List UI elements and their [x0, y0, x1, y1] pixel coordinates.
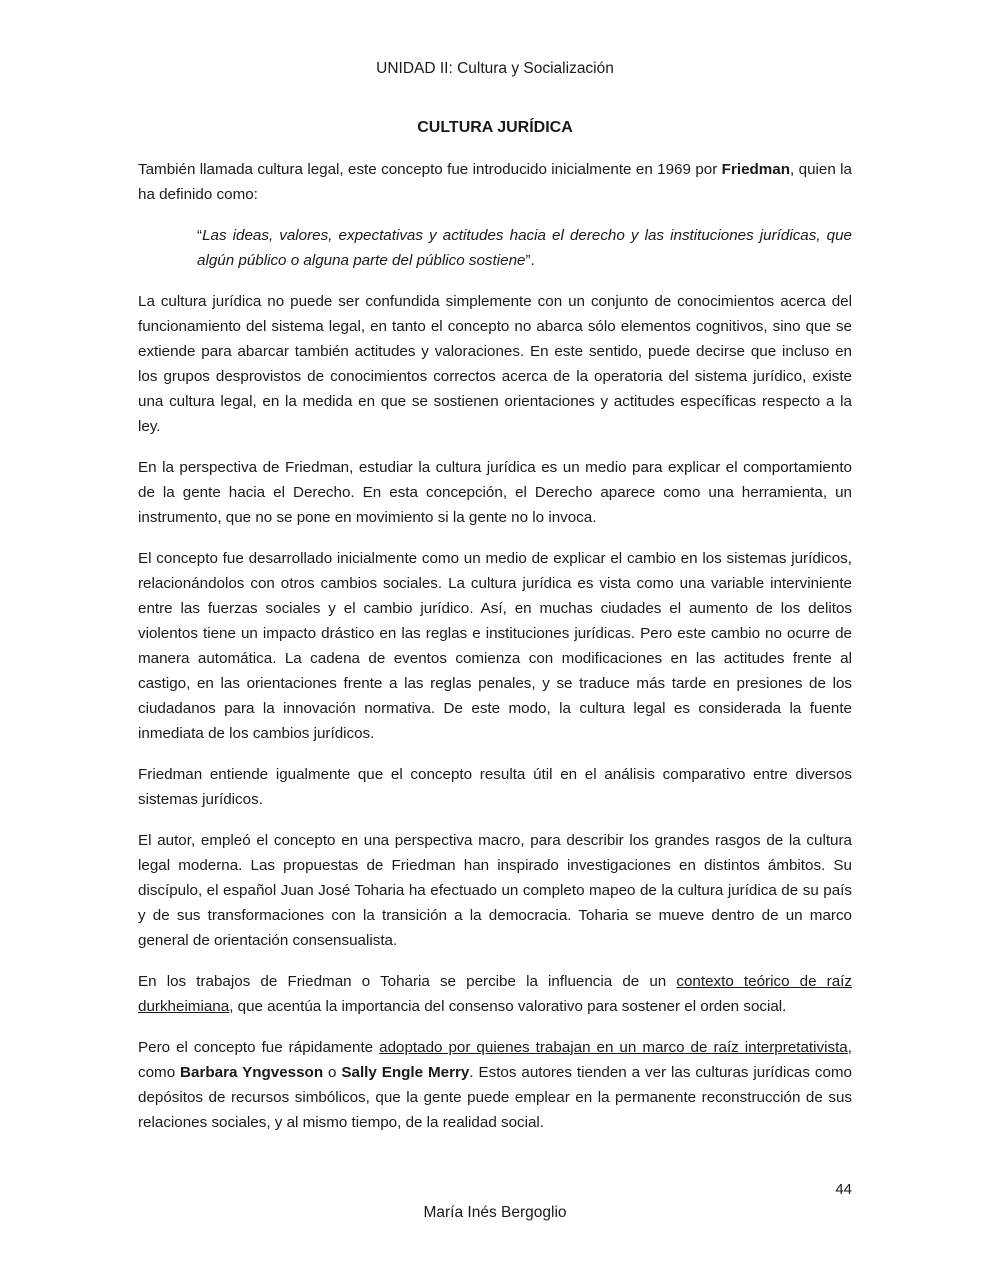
- text-run: , que acentúa la importancia del consenso valorativo para sostener el orden social.: [229, 998, 787, 1015]
- running-footer: María Inés Bergoglio: [423, 1204, 567, 1221]
- paragraph-intro: [138, 157, 852, 207]
- block-quote: [197, 223, 852, 273]
- running-header: UNIDAD II: Cultura y Socialización: [376, 60, 614, 77]
- bold-name-yngvesson: Barbara Yngvesson: [180, 1064, 324, 1081]
- quote-open: “: [197, 227, 203, 244]
- text-run: También llamada cultura legal, este concepto fue introducido inicialmente en 1969 por: [138, 161, 722, 178]
- text-run: , como: [138, 1039, 852, 1081]
- quote-close: ”.: [525, 252, 535, 269]
- underlined-phrase: contexto teórico de raíz durkheimiana: [138, 973, 852, 1015]
- document-body: [138, 157, 852, 1151]
- text-run: Pero el concepto fue rápidamente: [138, 1039, 380, 1056]
- page-title: CULTURA JURÍDICA: [417, 119, 573, 136]
- text-run: . Estos autores tienden a ver las culturas jurídicas como depósitos de recursos simbólicos, que la gente puede emplear en la permanente reconstrucción de sus relaciones sociales, y al mismo tiempo, de la realidad social.: [138, 1064, 852, 1131]
- text-run: En los trabajos de Friedman o Toharia se percibe la influencia de un: [138, 973, 677, 990]
- paragraph-2: La cultura jurídica no puede ser confundida simplemente con un conjunto de conocimientos acerca del funcionamiento del sistema legal, en tanto el concepto no abarca sólo elementos cognitivos, sino que se extiende para abarcar también actitudes y valoraciones. En este sentido, puede decirse que incluso en los grupos desprovistos de conocimientos correctos acerca de la operatoria del sistema jurídico, existe una cultura legal, en la medida en que se sostienen orientaciones y actitudes específicas respecto a la ley.: [138, 293, 852, 435]
- paragraph-4: El concepto fue desarrollado inicialmente como un medio de explicar el cambio en los sistemas jurídicos, relacionándolos con otros cambios sociales. La cultura jurídica es vista como una variable interviniente entre las fuerzas sociales y el cambio jurídico. Así, en muchas ciudades el aumento de los delitos violentos tiene un impacto drástico en las reglas e instituciones jurídicas. Pero este cambio no ocurre de manera automática. La cadena de eventos comienza con modificaciones en las actitudes frente al castigo, en las orientaciones frente a las reglas penales, y se traduce más tarde en presiones de los ciudadanos para la innovación normativa. De este modo, la cultura legal es considerada la fuente inmediata de los cambios jurídicos.: [138, 550, 852, 742]
- paragraph-8: [138, 1035, 852, 1135]
- paragraph-3: En la perspectiva de Friedman, estudiar la cultura jurídica es un medio para explicar el comportamiento de la gente hacia el Derecho. En esta concepción, el Derecho aparece como una herramienta, un instrumento, que no se pone en movimiento si la gente no lo invoca.: [138, 459, 852, 526]
- text-run: , quien la ha definido como:: [138, 161, 852, 203]
- bold-name-merry: Sally Engle Merry: [341, 1064, 470, 1081]
- paragraph-5: Friedman entiende igualmente que el concepto resulta útil en el análisis comparativo entre diversos sistemas jurídicos.: [138, 766, 852, 808]
- underlined-phrase: adoptado por quienes trabajan en un marco de raíz interpretativista: [379, 1039, 848, 1056]
- bold-name-friedman: Friedman: [721, 161, 791, 178]
- quote-text: Las ideas, valores, expectativas y actitudes hacia el derecho y las instituciones jurídicas, que algún público o alguna parte del público sostiene: [197, 227, 852, 269]
- paragraph-7: [138, 969, 852, 1019]
- text-run: o: [323, 1064, 342, 1081]
- page-number: 44: [835, 1181, 852, 1198]
- paragraph-6: El autor, empleó el concepto en una perspectiva macro, para describir los grandes rasgos de la cultura legal moderna. Las propuestas de Friedman han inspirado investigaciones en distintos ámbitos. Su discípulo, el español Juan José Toharia ha efectuado un completo mapeo de la cultura jurídica de su país y de sus transformaciones con la transición a la democracia. Toharia se mueve dentro de un marco general de orientación consensualista.: [138, 832, 852, 949]
